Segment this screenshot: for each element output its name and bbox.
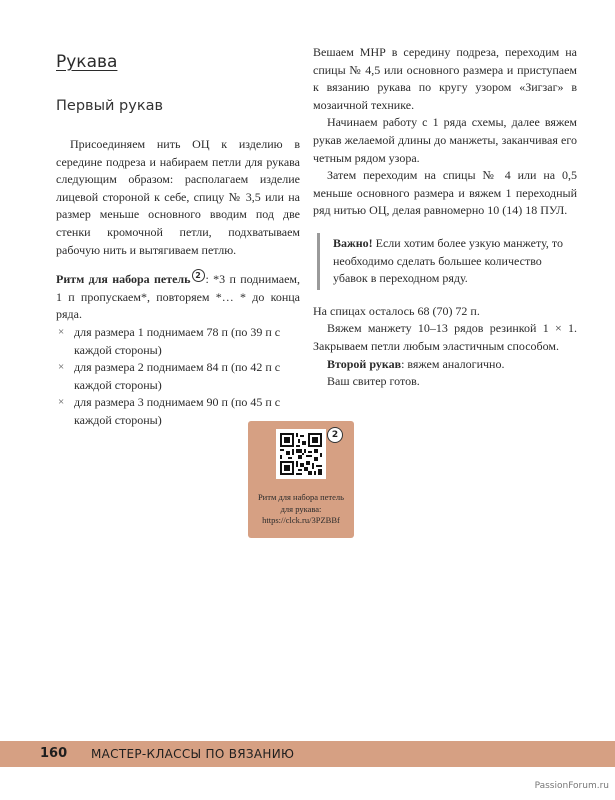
page-number: 160	[40, 746, 68, 761]
size-1-text: для размера 1 поднимаем 78 п (по 39 п с каждой стороны)	[74, 324, 281, 357]
list-item	[56, 359, 300, 394]
paragraph-2: Начинаем работу с 1 ряда схемы, далее вяжем рукав желаемой длины до манжеты, заканчивая его четным рядом узора.	[313, 115, 577, 165]
important-note	[317, 233, 577, 290]
section-title: Рукава	[56, 52, 118, 72]
intro-paragraph: Присоединяем нить ОЦ к изделию в середине подреза и набираем петли для рукава следующим образом: располагаем изделие лицевой стороной к себе, спицу № 3,5 или на размер меньше основного вводим под две стенки кромочной петли, подхватываем рабочую нить и вытягиваем петлю.	[56, 137, 300, 257]
paragraph-3: Затем переходим на спицы № 4 или на 0,5 меньше основного размера и вяжем 1 переходный ряд нитью ОЦ, делая равномерно 10 (14) 18 ПУЛ.	[313, 168, 577, 218]
sizes-list	[56, 324, 300, 430]
qr-caption-line-2: для рукава:	[280, 503, 322, 514]
rhythm-ref-badge: 2	[192, 269, 205, 282]
left-column	[56, 48, 300, 430]
footer-title: МАСТЕР-КЛАССЫ ПО ВЯЗАНИЮ	[91, 747, 295, 761]
paragraph-7: Ваш свитер готов.	[327, 374, 420, 389]
qr-card[interactable]	[248, 421, 354, 538]
size-2-text: для размера 2 поднимаем 84 п (по 42 п с каждой стороны)	[74, 360, 281, 392]
note-text: Если хотим более узкую манжету, то необходимо сделать большее количество убавок в переходном ряду.	[333, 235, 563, 286]
qr-caption-line-1: Ритм для набора петель	[257, 492, 345, 502]
subsection-title: Первый рукав	[56, 98, 164, 114]
watermark: PassionForum.ru	[534, 781, 609, 791]
second-sleeve-text: : вяжем аналогично.	[401, 356, 505, 371]
paragraph-5: Вяжем манжету 10–13 рядов резинкой 1 × 1. Закрываем петли любым эластичным способом.	[313, 321, 577, 353]
size-3-text: для размера 3 поднимаем 90 п (по 45 п с каждой стороны)	[74, 395, 281, 427]
cross-bullet-icon: ×	[58, 325, 65, 338]
paragraph-1: Вешаем МНР в середину подреза, переходим на спицы № 4,5 или основного размера и приступаем к вязанию рукава по кругу узором «Зигзаг» в мозаичной технике.	[313, 45, 577, 112]
qr-badge: 2	[327, 427, 343, 443]
qr-caption	[252, 492, 350, 527]
qr-code-icon[interactable]	[276, 429, 326, 479]
list-item	[56, 324, 300, 359]
rhythm-text: : *3 п поднимаем, 1 п пропускаем*, повторяем *… * до конца ряда.	[56, 272, 300, 322]
paragraph-4: На спицах осталось 68 (70) 72 п.	[313, 303, 480, 318]
paragraph-6	[313, 356, 577, 374]
qr-caption-url[interactable]: https://clck.ru/3PZBBf	[262, 515, 340, 525]
footer-band	[0, 741, 615, 767]
second-sleeve-label: Второй рукав	[327, 356, 402, 371]
note-label: Важно!	[333, 235, 373, 250]
rhythm-label: Ритм для набора петель	[56, 272, 191, 287]
rhythm-paragraph	[56, 269, 300, 324]
cross-bullet-icon: ×	[58, 396, 65, 409]
right-column	[313, 44, 577, 391]
cross-bullet-icon: ×	[58, 361, 65, 374]
